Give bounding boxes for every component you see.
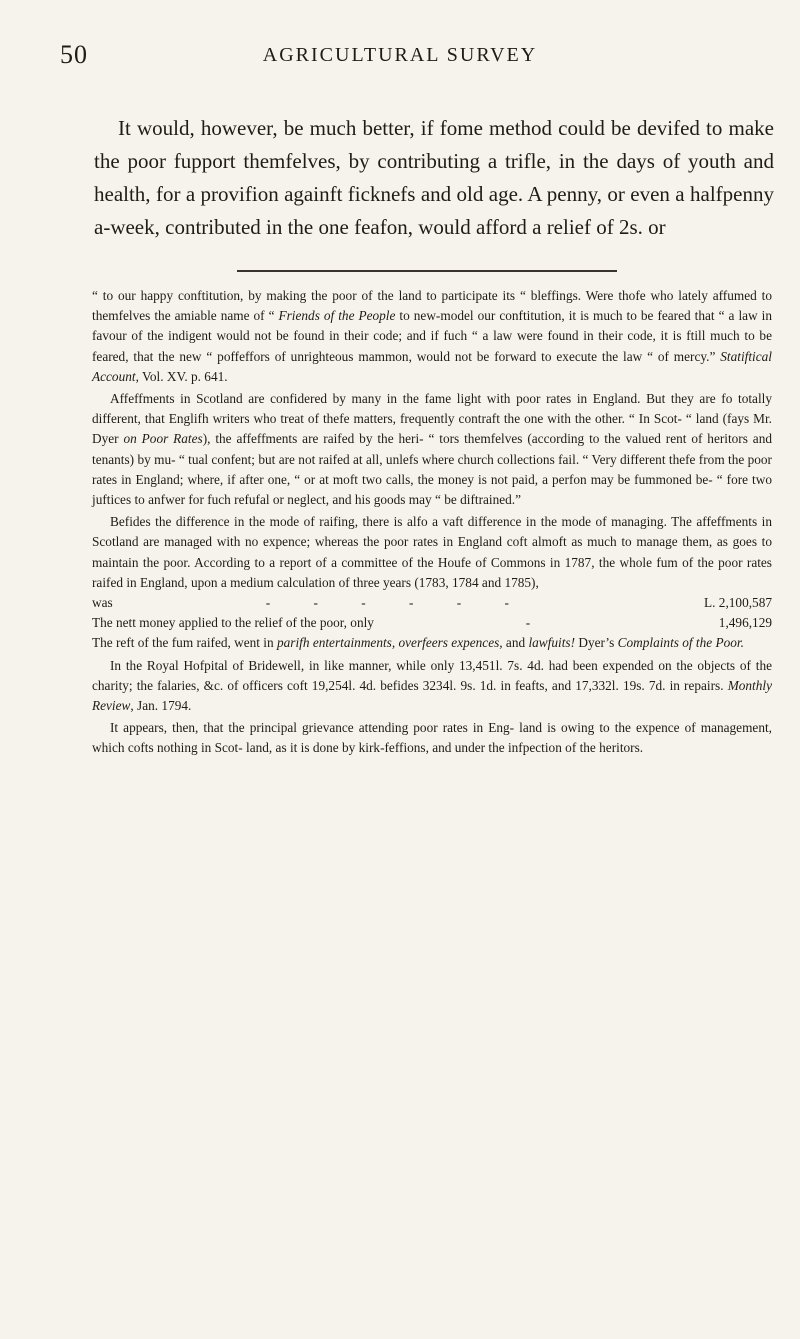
footnote-citation: Statiftical Account bbox=[92, 348, 772, 384]
page-number: 50 bbox=[60, 40, 88, 69]
footnote-text: Affeffments in Scotland are confidered by many in the fame light with poor rates in England. But they are fo totally different, that Englifh writers who treat of thefe matters, frequently contraft the one with the other. “ In Scot- “ land (fays Mr. Dyer bbox=[92, 391, 772, 447]
footnote-text: ), the affeffments are raifed by the heri- “ tors themfelves (according to the valued rent of heritors and tenants) by mu- “ tual confent; but are not raifed at all, unlefs where church collections fail. “ Very different thefe from the poor rates in England; where, if after one, “ or at moft two calls, the money is not paid, a perfon may be fummoned be- “ fore two juftices to anfwer for fuch refufal or neglect, and his goods may “ be diftrained.” bbox=[92, 431, 773, 508]
footnote-text: In the Royal Hofpital of Bridewell, in like manner, while only 13,451l. 7s. 4d. had been expended on the objects of the charity; the falaries, &c. of officers coft 19,254l. 4d. befides 3234l. 9s. 1d. in feafts, and 17,332l. 19s. 7d. in repairs. bbox=[92, 657, 772, 693]
leader-dashes: - - - - - - bbox=[265, 595, 529, 611]
footnote-italic: parifh entertainments, overfeers expences, bbox=[276, 635, 503, 651]
footnote-text: Befides the difference in the mode of raifing, there is alfo a vaft difference in the mode of managing. The affeffments in Scotland are managed with no expence; whereas the poor rates in England coft almoft as much to manage them, as goes to maintain the poor. According to a report of a committee of the Houfe of Commons in 1787, the whole fum of the poor rates raifed in England, upon a medium calculation of three years (1783, 1784 and 1785), bbox=[92, 514, 772, 590]
footnote-citation: Complaints of the Poor. bbox=[617, 635, 744, 651]
sum-label: was bbox=[92, 595, 113, 611]
body-paragraph: It would, however, be much better, if fome method could be devifed to make the poor fupport themfelves, by contributing a trifle, in the days of youth and health, for a provifion againft ficknefs and old age. A penny, or even a halfpenny a-week, contributed in the one feafon, would afford a relief of 2s. or bbox=[94, 116, 774, 239]
sum-amount: L. 2,100,587 bbox=[704, 595, 772, 611]
footnotes bbox=[92, 286, 772, 759]
main-text bbox=[94, 112, 774, 244]
footnote-text: The reft of the fum raifed, went in bbox=[92, 635, 277, 651]
footnote-rule bbox=[237, 270, 617, 272]
footnote-paragraph bbox=[92, 633, 772, 653]
footnote-paragraph bbox=[92, 389, 772, 510]
footnote-text: “ to our happy conftitution, by making the poor of the land to participate its “ bleffings. Were thofe who lately affumed to themfelves the amiable name of “ bbox=[92, 288, 772, 324]
footnote-text: to new-model our conftitution, it is much to be feared that “ a law in favour of the indigent would not be found in their code; and if fuch “ a law were found in their code, it is ftill much to be feared, that the new “ poffeffors of unrighteous mammon, would not be forward to execute the law “ of mercy.” bbox=[92, 308, 772, 364]
sum-amount: 1,496,129 bbox=[718, 615, 772, 631]
leader-dashes: - bbox=[525, 615, 531, 631]
sum-line bbox=[92, 593, 772, 613]
footnote-paragraph bbox=[92, 656, 772, 717]
footnote-quote bbox=[92, 286, 772, 387]
sum-label: The nett money applied to the relief of the poor, only bbox=[92, 615, 374, 631]
footnote-citation: Monthly Review bbox=[92, 677, 772, 714]
sum-line bbox=[92, 613, 772, 633]
footnote-text: , Vol. XV. p. 641. bbox=[135, 368, 228, 384]
footnote-italic: lawfuits! bbox=[528, 635, 576, 651]
footnote-italic: on Poor Rates bbox=[123, 431, 203, 447]
footnote-text: , Jan. 1794. bbox=[130, 698, 192, 714]
footnote-text: and bbox=[502, 635, 529, 651]
footnote-paragraph: It appears, then, that the principal grievance attending poor rates in Eng- land is owing to the expence of management, which cofts nothing in Scot- land, as it is done by kirk-feffions, and under the infpection of the heritors. bbox=[92, 720, 772, 756]
footnote-italic: Friends of the People bbox=[278, 308, 396, 324]
running-head: AGRICULTURAL SURVEY bbox=[262, 44, 538, 66]
footnote-text: Dyer’s bbox=[575, 635, 618, 651]
page-header bbox=[60, 40, 740, 70]
footnote-paragraph bbox=[92, 512, 772, 593]
